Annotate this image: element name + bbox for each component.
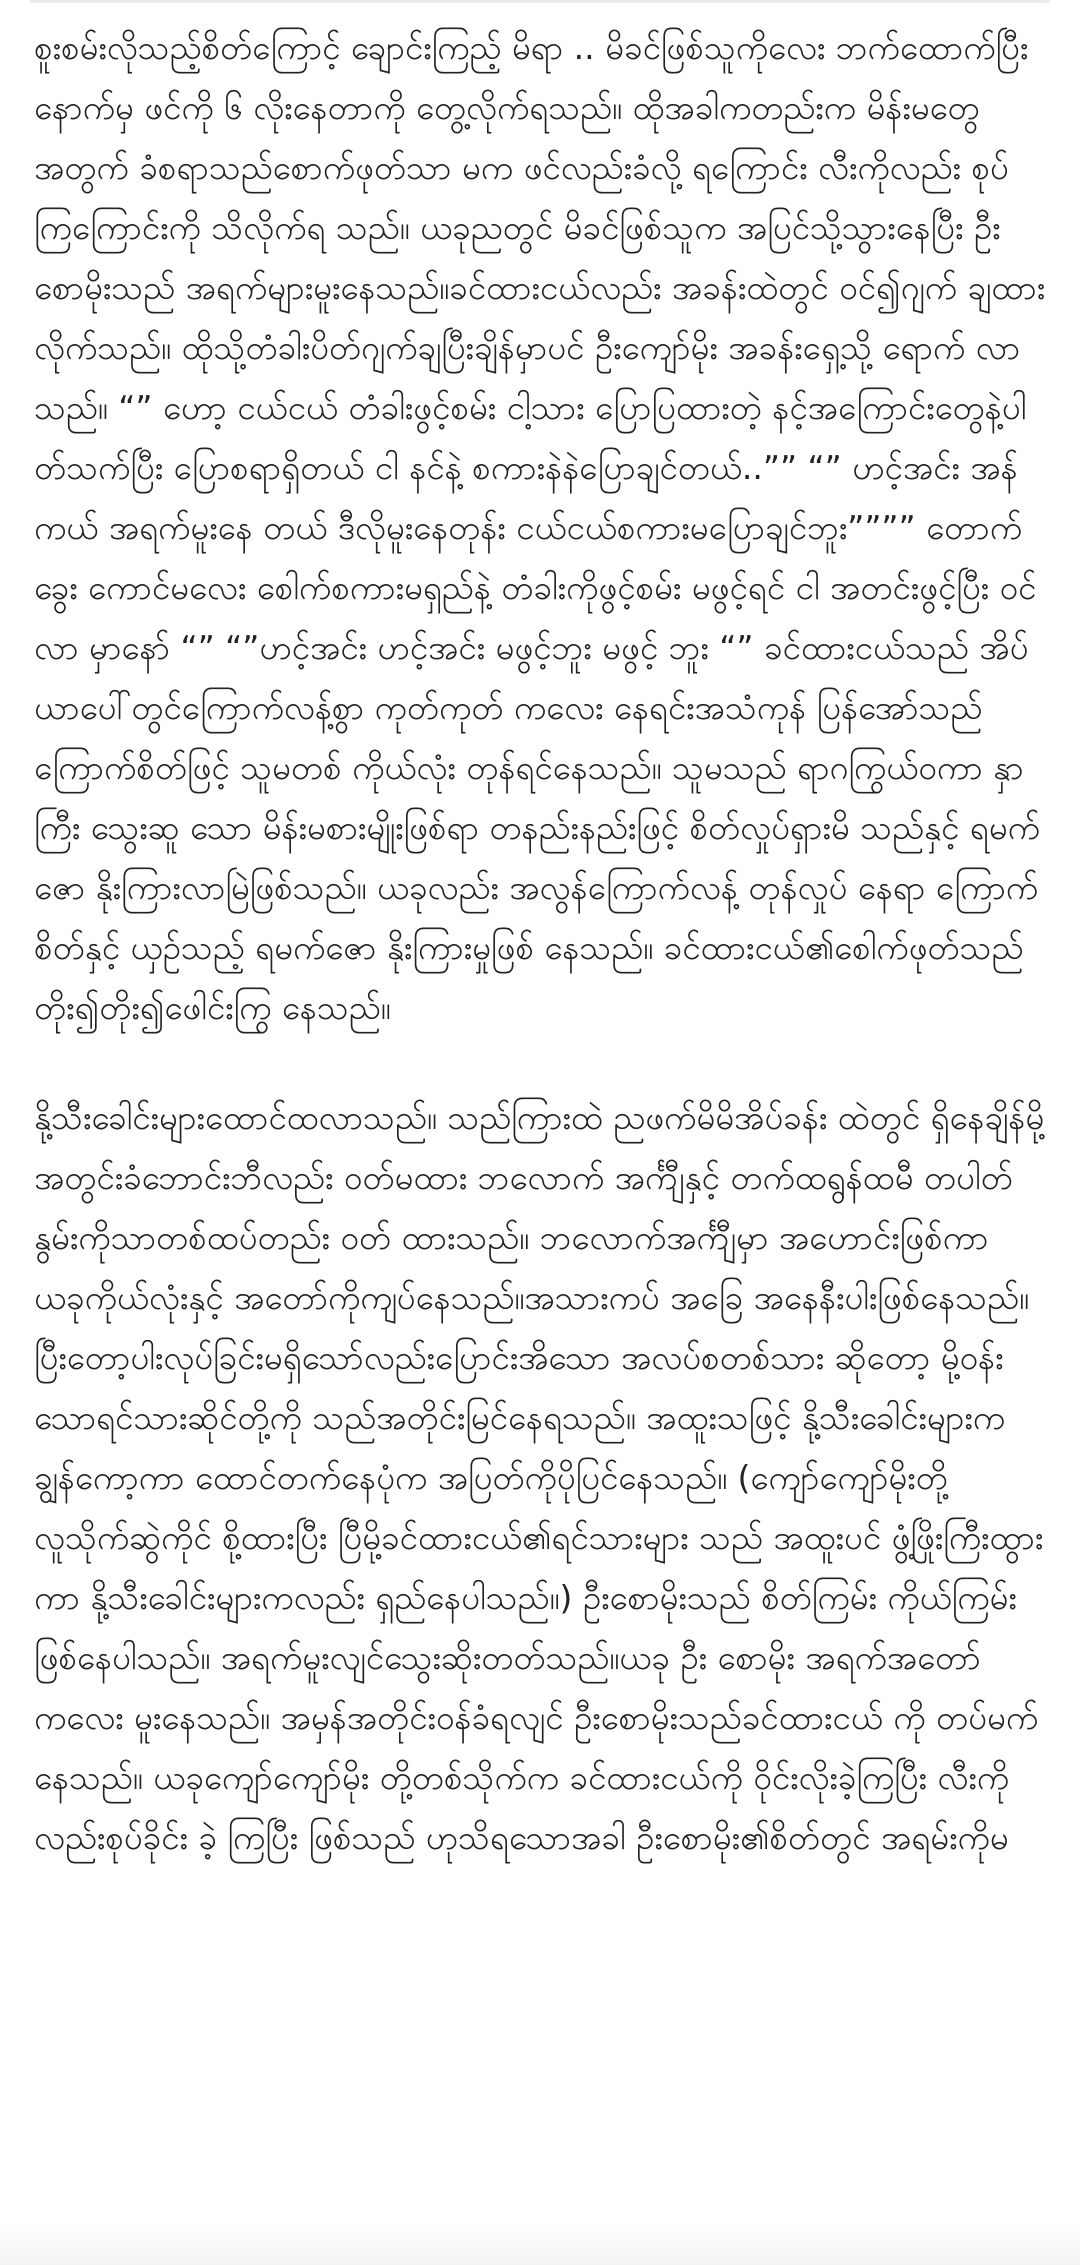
top-divider [30, 0, 1050, 3]
article-body [34, 18, 1046, 1868]
article-paragraph-1: စူးစမ်းလိုသည့်စိတ်ကြောင့် ချောင်းကြည့် မိရာ .. မိခင်ဖြစ်သူကိုလေး ဘက်ထောက်ပြီး နောက်မှ ဖင်ကို ၆ လိုးနေတာကို တွေ့လိုက်ရသည်။ ထိုအခါကတည်းက မိန်းမတွေအတွက် ခံစရာသည်စောက်ဖုတ်သာ မက ဖင်လည်းခံလို့ ရကြောင်း လီးကိုလည်း စုပ်ကြကြောင်းကို သိလိုက်ရ သည်။ ယခုညတွင် မိခင်ဖြစ်သူက အပြင်သို့သွားနေပြီး ဦးစောမိုးသည် အရက်များမူးနေသည်။ခင်ထားငယ်လည်း အခန်းထဲတွင် ဝင်၍ဂျက် ချထားလိုက်သည်။ ထိုသို့တံခါးပိတ်ဂျက်ချပြီးချိန်မှာပင် ဦးကျော်မိုး အခန်းရှေ့သို့ ရောက် လာသည်။ “” ဟော့ ငယ်ငယ် တံခါးဖွင့်စမ်း ငါ့သား ပြောပြထားတဲ့ နင့်အကြောင်းတွေနဲ့ပါတ်သက်ပြီး ပြောစရာရှိတယ် ငါ နင်နဲ့ စကားနဲနဲပြောချင်တယ်..”” “” ဟင့်အင်း အန်ကယ် အရက်မူးနေ တယ် ဒီလိုမူးနေတုန်း ငယ်ငယ်စကားမပြောချင်ဘူး”””” တောက် ခွေး ကောင်မလေး စေါက်စကားမရှည်နဲ့ တံခါးကိုဖွင့်စမ်း မဖွင့်ရင် ငါ အတင်းဖွင့်ပြီး ဝင်လာ မှာနော် “” “”ဟင့်အင်း ဟင့်အင်း မဖွင့်ဘူး မဖွင့် ဘူး “” ခင်ထားငယ်သည် အိပ်ယာပေါ်တွင်ကြောက်လန့်စွာ ကုတ်ကုတ် ကလေး နေရင်းအသံကုန် ပြန်အော်သည် ကြောက်စိတ်ဖြင့် သူမတစ် ကိုယ်လုံး တုန်ရင်နေသည်။ သူမသည် ရာဂကြွယ်ဝကာ နှာကြီး သွေးဆူ သော မိန်းမစားမျိုးဖြစ်ရာ တနည်းနည်းဖြင့် စိတ်လှုပ်ရှားမိ သည်နှင့် ရမက်ဇော နိုးကြားလာမြဲဖြစ်သည်။ ယခုလည်း အလွန်ကြောက်လန့် တုန်လှုပ် နေရာ ကြောက်စိတ်နှင့် ယှဉ်သည့် ရမက်ဇော နိုးကြားမှုဖြစ် နေသည်။ ခင်ထားငယ်၏စေါက်ဖုတ်သည် တိုး၍တိုး၍ဖေါင်းကြွ နေသည်။ [34, 28, 1046, 1027]
bottom-fade [0, 2225, 1080, 2265]
article-paragraph-2: နို့သီးခေါင်းများထောင်ထလာသည်။ သည်ကြားထဲ ညဖက်မိမိအိပ်ခန်း ထဲတွင် ရှိနေချိန်မို့ အတွင်းခံဘောင်းဘီလည်း ဝတ်မထား ဘလောက် အင်္ကျီနှင့် တက်ထရွန်ထမီ တပါတ်နွမ်းကိုသာတစ်ထပ်တည်း ဝတ် ထားသည်။ ဘလောက်အင်္ကျီမှာ အဟောင်းဖြစ်ကာ ယခုကိုယ်လုံးနှင့် အတော်ကိုကျပ်နေသည်။အသားကပ် အခြေ အနေနီးပါးဖြစ်နေသည်။ ပြီးတော့ပါးလုပ်ခြင်းမရှိသော်လည်းပြောင်းအိသော အလပ်စတစ်သား ဆိုတော့ မို့ဝန်း သောရင်သားဆိုင်တို့ကို သည်အတိုင်းမြင်နေရသည်။ အထူးသဖြင့် နို့သီးခေါင်းများက ချွန်ကော့ကာ ထောင်တက်နေပုံက အပြတ်ကိုပိုပြင်နေသည်။ (ကျော်ကျော်မိုးတို့ လူသိုက်ဆွဲကိုင် စို့ထားပြီး ပြီမို့ခင်ထားငယ်၏ရင်သားများ သည် အထူးပင် ဖွံ့ဖြိုးကြီးထွားကာ နို့သီးခေါင်းများကလည်း ရှည်နေပါသည်။) ဦးစောမိုးသည် စိတ်ကြမ်း ကိုယ်ကြမ်းဖြစ်နေပါသည်။ အရက်မူးလျင်သွေးဆိုးတတ်သည်။ယခု ဦး စောမိုး အရက်အတော်ကလေး မူးနေသည်။ အမှန်အတိုင်းဝန်ခံရလျင် ဦးစောမိုးသည်ခင်ထားငယ် ကို တပ်မက်နေသည်။ ယခုကျော်ကျော်မိုး တို့တစ်သိုက်က ခင်ထားငယ်ကို ဝိုင်းလိုးခဲ့ကြပြီး လီးကိုလည်းစုပ်ခိုင်း ခဲ့ ကြပြီး ဖြစ်သည် ဟုသိရသောအခါ ဦးစောမိုး၏စိတ်တွင် အရမ်းကိုမ [34, 1098, 1045, 1857]
